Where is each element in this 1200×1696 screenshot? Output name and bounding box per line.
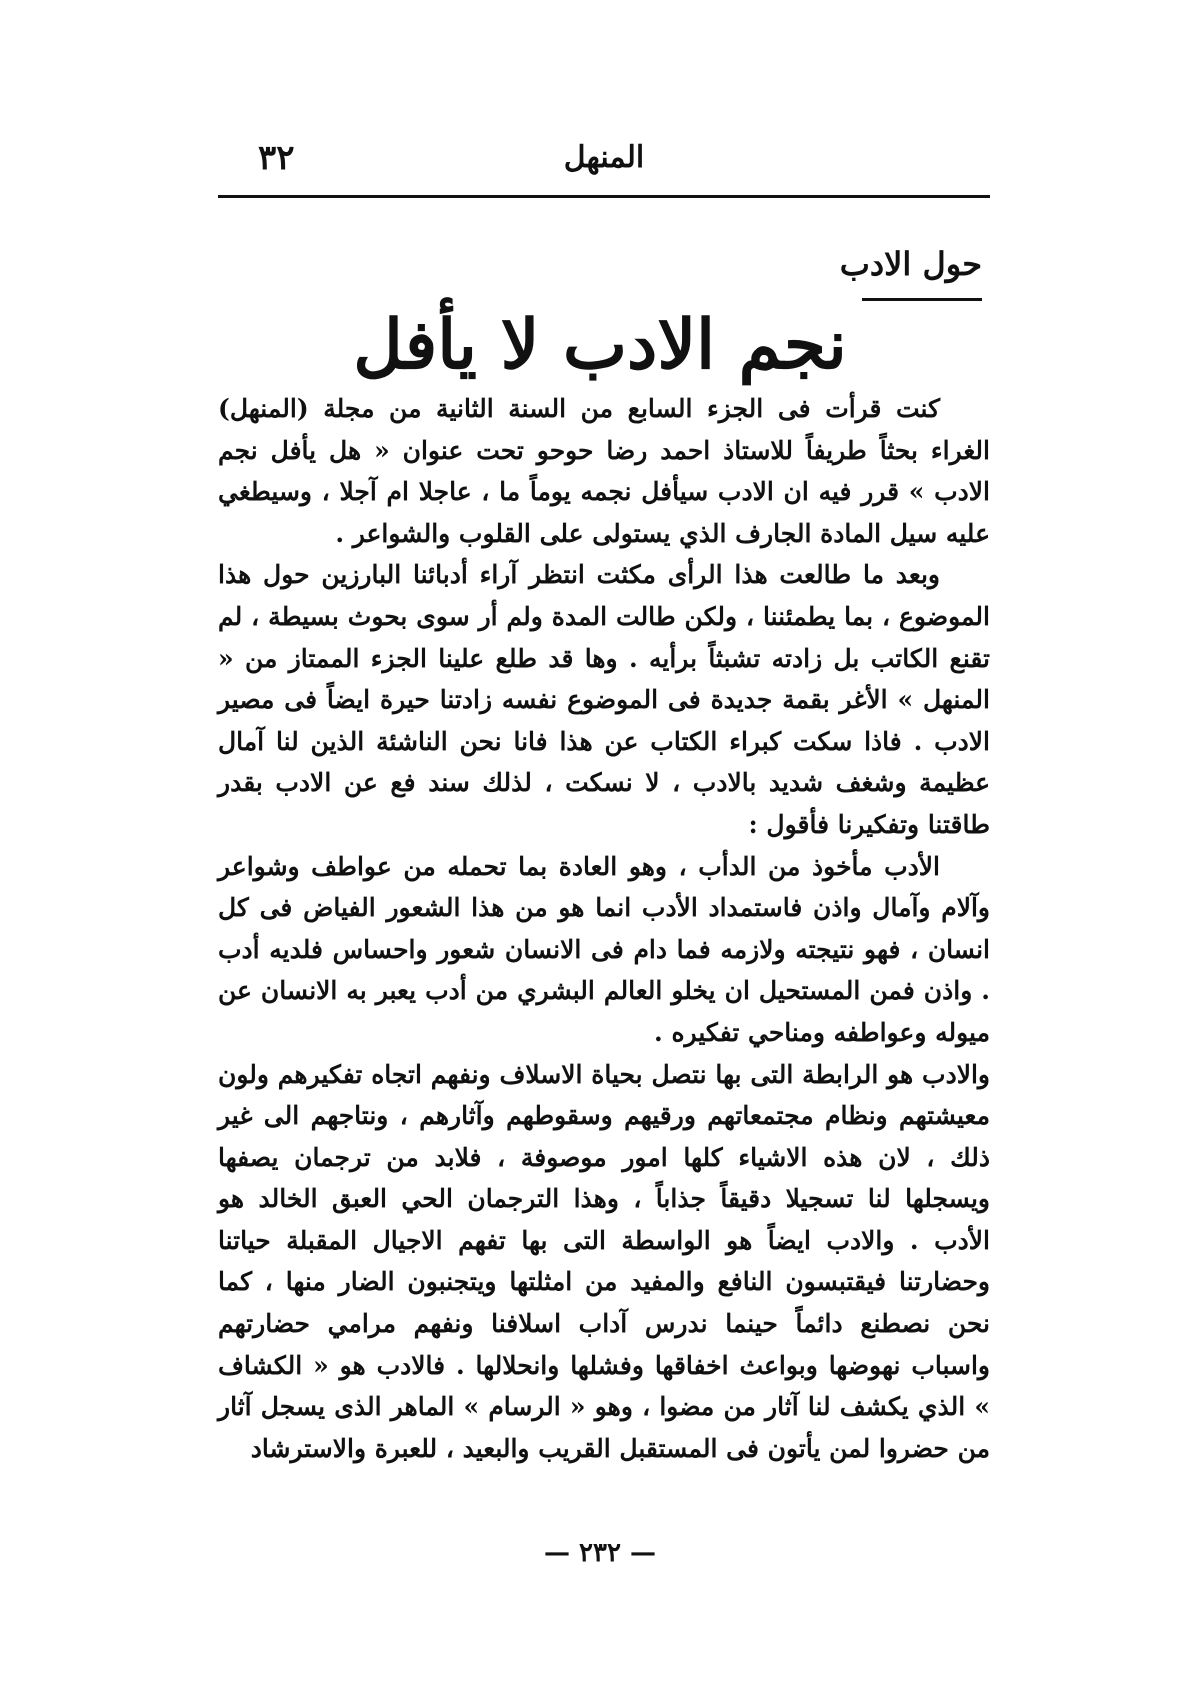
article-body [218, 388, 990, 1469]
paragraph-3: الأدب مأخوذ من الدأب ، وهو العادة بما تحمله من عواطف وشواعر وآلام وآمال واذن فاستمداد الأدب انما هو من هذا الشعور الفياض فى كل انسان ، فهو نتيجته ولازمه فما دام فى الانسان شعور واحساس فلديه أدب . واذن فمن المستحيل ان يخلو العالم البشري من أدب يعبر به الانسان عن ميوله وعواطفه ومناحي تفكيره . [218, 851, 990, 1047]
header-rule [218, 195, 990, 198]
paragraph-4: والادب هو الرابطة التى بها نتصل بحياة الاسلاف ونفهم اتجاه تفكيرهم ولون معيشتهم ونظام مجتمعاتهم ورقيهم وسقوطهم وآثارهم ، ونتاجهم الى غير ذلك ، لان هذه الاشياء كلها امور موصوفة ، فلابد من ترجمان يصفها ويسجلها لنا تسجيلا دقيقاً جذاباً ، وهذا الترجمان الحي العبق الخالد هو الأدب . والادب ايضاً هو الواسطة التى بها تفهم الاجيال المقبلة حياتنا وحضارتنا فيقتبسون النافع والمفيد من امثلتها ويتجنبون الضار منها ، كما نحن نصطنع دائماً حينما ندرس آداب اسلافنا ونفهم مرامي حضارتهم واسباب نهوضها وبواعث اخفاقها وفشلها وانحلالها . فالادب هو « الكشاف » الذي يكشف لنا آثار من مضوا ، وهو « الرسام » الماهر الذى يسجل آثار من حضروا لمن يأتون فى المستقبل القريب والبعيد ، للعبرة والاسترشاد [218, 1059, 990, 1463]
footer-page-number: — ٢٣٢ — [543, 1538, 657, 1568]
article-title: نجم الادب لا يأفل [353, 305, 847, 385]
header-page-number: ٣٢ [258, 138, 295, 178]
paragraph-2: وبعد ما طالعت هذا الرأى مكثت انتظر آراء أدبائنا البارزين حول هذا الموضوع ، بما يطمئننا ، ولكن طالت المدة ولم أر سوى بحوث بسيطة ، لم تقنع الكاتب بل زادته تشبثاً برأيه . وها قد طلع علينا الجزء الممتاز من « المنهل » الأغر بقمة جديدة فى الموضوع نفسه زادتنا حيرة ايضاً فى مصير الادب . فاذا سكت كبراء الكتاب عن هذا فانا نحن الناشئة الذين لنا آمال عظيمة وشغف شديد بالادب ، لا نسكت ، لذلك سند فع عن الادب بقدر طاقتنا وتفكيرنا فأقول : [218, 560, 990, 839]
running-header [218, 128, 990, 188]
journal-name: المنهل [563, 140, 645, 175]
section-label: حول الادب [839, 245, 982, 283]
paragraph-1: كنت قرأت فى الجزء السابع من السنة الثانية من مجلة (المنهل) الغراء بحثاً طريفاً للاستاذ احمد رضا حوحو تحت عنوان « هل يأفل نجم الادب » قرر فيه ان الادب سيأفل نجمه يوماً ما ، عاجلا ام آجلا ، وسيطغي عليه سيل المادة الجارف الذي يستولى على القلوب والشواعر . [218, 394, 990, 548]
